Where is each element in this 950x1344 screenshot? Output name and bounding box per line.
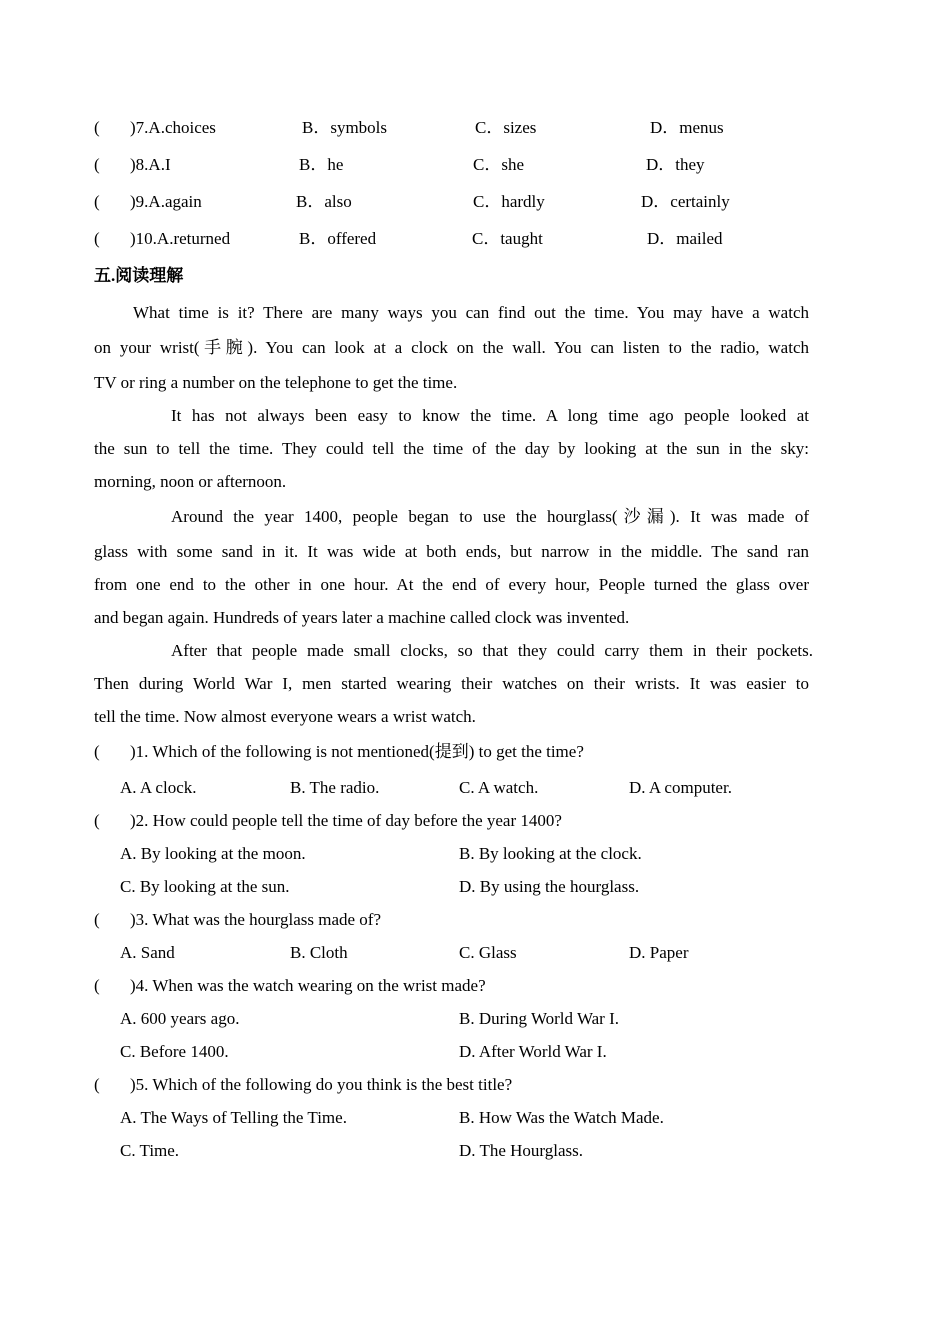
answer-paren: ( <box>94 811 100 830</box>
passage-line: on your wrist(手腕). You can look at a clock on the wall. You can listen to the radio, watch <box>94 338 809 357</box>
option-c: C. A watch. <box>459 778 539 797</box>
passage-line: It has not always been easy to know the time. A long time ago people looked at <box>171 406 809 425</box>
option-a: A. The Ways of Telling the Time. <box>120 1108 347 1127</box>
question-stem: )2. How could people tell the time of day before the year 1400? <box>130 811 562 830</box>
option-d: D. After World War I. <box>459 1042 607 1061</box>
option-a: A. By looking at the moon. <box>120 844 306 863</box>
passage-line: Then during World War I, men started wearing their watches on their wrists. It was easier to <box>94 674 809 693</box>
cloze-row <box>0 190 950 214</box>
option-d: D．they <box>646 155 705 174</box>
option-c: C．she <box>473 155 524 174</box>
answer-paren: ( <box>94 155 100 174</box>
answer-paren: ( <box>94 229 100 248</box>
cloze-row <box>0 153 950 177</box>
option-b: B. During World War I. <box>459 1009 620 1028</box>
passage-line: TV or ring a number on the telephone to get the time. <box>94 373 458 392</box>
option-a: )8.A.I <box>130 155 171 174</box>
option-c: C. Glass <box>459 943 517 962</box>
section-title: 五.阅读理解 <box>94 266 184 285</box>
option-d: D．certainly <box>641 192 730 211</box>
option-c: C．sizes <box>475 118 537 137</box>
option-a: A. Sand <box>120 943 175 962</box>
passage-line: What time is it? There are many ways you can find out the time. You may have a watch <box>133 303 809 322</box>
answer-paren: ( <box>94 1075 100 1094</box>
option-a: A. 600 years ago. <box>120 1009 240 1028</box>
option-b: B．he <box>299 155 344 174</box>
option-c: C. Before 1400. <box>120 1042 229 1061</box>
passage-line: glass with some sand in it. It was wide at both ends, but narrow in the middle. The sand ran <box>94 542 809 561</box>
question-stem: )3. What was the hourglass made of? <box>130 910 381 929</box>
question-stem: )1. Which of the following is not mentioned(提到) to get the time? <box>130 742 584 761</box>
passage-line: After that people made small clocks, so that they could carry them in their pockets. <box>171 641 813 660</box>
answer-paren: ( <box>94 742 100 761</box>
option-d: D．mailed <box>647 229 723 248</box>
option-a: )7.A.choices <box>130 118 216 137</box>
option-d: D. Paper <box>629 943 689 962</box>
question-stem: )5. Which of the following do you think is the best title? <box>130 1075 513 1094</box>
question-stem: )4. When was the watch wearing on the wrist made? <box>130 976 486 995</box>
option-b: B．also <box>296 192 352 211</box>
option-d: D. By using the hourglass. <box>459 877 640 896</box>
answer-paren: ( <box>94 910 100 929</box>
option-b: B. The radio. <box>290 778 380 797</box>
option-c: C. By looking at the sun. <box>120 877 290 896</box>
option-a: )10.A.returned <box>130 229 231 248</box>
option-c: C. Time. <box>120 1141 180 1160</box>
option-c: C．hardly <box>473 192 545 211</box>
cloze-row <box>0 116 950 140</box>
option-d: D．menus <box>650 118 724 137</box>
option-b: B. By looking at the clock. <box>459 844 642 863</box>
option-b: B．offered <box>299 229 377 248</box>
passage-line: and began again. Hundreds of years later a machine called clock was invented. <box>94 608 630 627</box>
option-b: B. How Was the Watch Made. <box>459 1108 664 1127</box>
answer-paren: ( <box>94 976 100 995</box>
option-b: B. Cloth <box>290 943 348 962</box>
answer-paren: ( <box>94 118 100 137</box>
option-b: B．symbols <box>302 118 388 137</box>
cloze-row <box>0 227 950 251</box>
option-d: D. The Hourglass. <box>459 1141 584 1160</box>
passage-line: morning, noon or afternoon. <box>94 472 287 491</box>
passage-line: Around the year 1400, people began to use the hourglass(沙漏). It was made of <box>171 507 809 526</box>
option-c: C．taught <box>472 229 543 248</box>
option-d: D. A computer. <box>629 778 732 797</box>
passage-line: from one end to the other in one hour. At the end of every hour, People turned the glass over <box>94 575 809 594</box>
option-a: )9.A.again <box>130 192 202 211</box>
answer-paren: ( <box>94 192 100 211</box>
passage-line: tell the time. Now almost everyone wears a wrist watch. <box>94 707 476 726</box>
option-a: A. A clock. <box>120 778 197 797</box>
passage-line: the sun to tell the time. They could tell the time of the day by looking at the sun in the sky: <box>94 439 809 458</box>
